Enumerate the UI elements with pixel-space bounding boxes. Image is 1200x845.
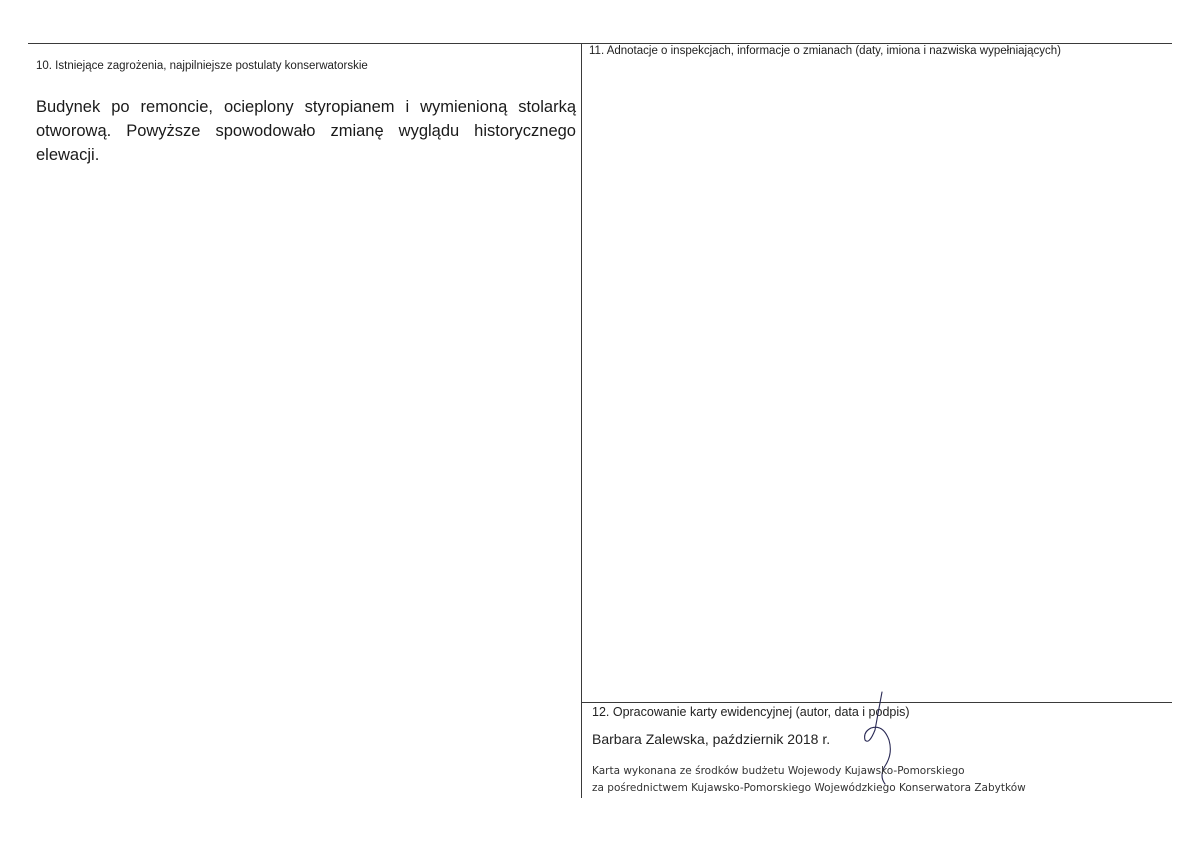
section-10-label: 10. Istniejące zagrożenia, najpilniejsze postulaty konserwatorskie	[36, 60, 368, 72]
funding-note-line-2: za pośrednictwem Kujawsko-Pomorskiego Wojewódzkiego Konserwatora Zabytków	[592, 782, 1026, 794]
section-11-label: 11. Adnotacje o inspekcjach, informacje o zmianach (daty, imiona i nazwiska wypełniających)	[589, 45, 1061, 57]
author-date-line: Barbara Zalewska, październik 2018 r.	[592, 731, 831, 747]
column-divider	[581, 43, 582, 798]
section-12-label: 12. Opracowanie karty ewidencyjnej (autor, data i podpis)	[592, 705, 910, 719]
top-rule	[28, 43, 1172, 44]
section-10-text: Budynek po remoncie, ocieplony styropianem i wymienioną stolarką otworową. Powyższe spowodowało zmianę wyglądu historycznego elewacji.	[36, 98, 576, 164]
funding-note-line-1: Karta wykonana ze środków budżetu Wojewody Kujawsko-Pomorskiego	[592, 765, 965, 777]
